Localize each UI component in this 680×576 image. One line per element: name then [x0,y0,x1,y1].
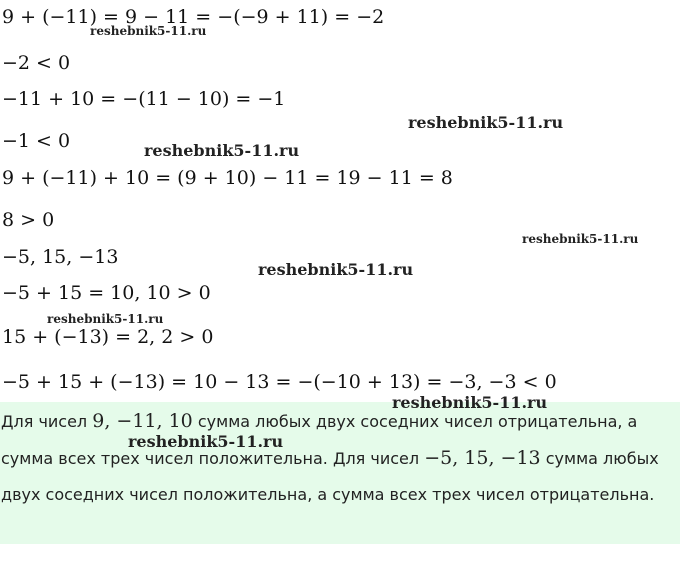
answer-numbers-1: 9, −11, 10 [92,410,193,432]
equation-line-9: 15 + (−13) = 2, 2 > 0 [2,326,214,348]
equation-line-3: −11 + 10 = −(11 − 10) = −1 [2,88,286,110]
answer-text-part2: сумма любых двух соседних чисел отрицательна, а сумма всех трех чисел положительна. Для чисел [1,412,638,468]
equation-line-7: −5, 15, −13 [2,246,119,268]
watermark-text: reshebnik5-11.ru [47,312,164,326]
equation-line-1: 9 + (−11) = 9 − 11 = −(−9 + 11) = −2 [2,6,385,28]
watermark-text: reshebnik5-11.ru [144,141,300,160]
equation-line-5: 9 + (−11) + 10 = (9 + 10) − 11 = 19 − 11 = 8 [2,167,453,189]
answer-paragraph [1,403,677,513]
equation-line-4: −1 < 0 [2,130,71,152]
answer-text-part3: сумма любых двух соседних чисел положительна, а сумма всех трех чисел отрицательна. [1,449,659,504]
watermark-text: reshebnik5-11.ru [392,393,548,412]
equation-line-6: 8 > 0 [2,209,55,231]
answer-text-part1: Для чисел [1,412,93,431]
watermark-text: reshebnik5-11.ru [90,24,207,38]
equation-line-10: −5 + 15 + (−13) = 10 − 13 = −(−10 + 13) = −3, −3 < 0 [2,371,557,393]
answer-numbers-2: −5, 15, −13 [424,447,541,469]
watermark-text: reshebnik5-11.ru [258,260,414,279]
equation-line-2: −2 < 0 [2,52,71,74]
equation-line-8: −5 + 15 = 10, 10 > 0 [2,282,211,304]
watermark-text: reshebnik5-11.ru [128,432,284,451]
watermark-text: reshebnik5-11.ru [408,113,564,132]
watermark-text: reshebnik5-11.ru [522,232,639,246]
